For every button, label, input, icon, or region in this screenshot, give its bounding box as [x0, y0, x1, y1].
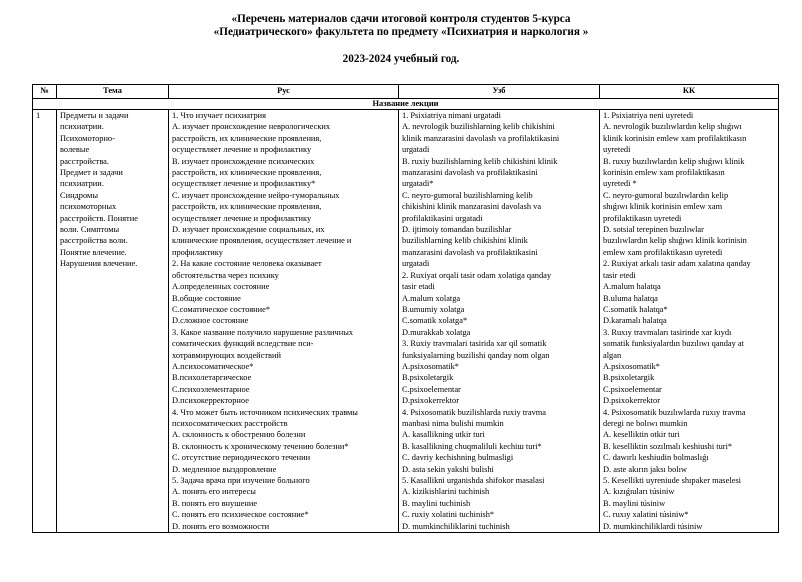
cell-line: C. ruxiy xolatini tuchinish* — [402, 510, 495, 520]
cell-line: funksiyalarning buzilishi qanday nom olgan — [402, 350, 550, 360]
cell-line: A. kesellіktin otkir turi — [603, 430, 680, 440]
cell-line: 4. Psixosomatik buzılıwlarda ruxıy travma — [603, 407, 746, 417]
section-title: Название лекции — [33, 98, 779, 110]
cell-line: D. медленное выздоровление — [172, 464, 277, 474]
cell-line: осуществляет лечение и профилактику — [172, 145, 312, 155]
cell-line: расстройства воли. — [60, 236, 128, 246]
cell-line: C.somatik halatqa* — [603, 304, 668, 314]
cell-line: клинические проявления, осуществляет лечение и — [172, 236, 352, 246]
cell-line: А. склонность к обострению болезни — [172, 430, 306, 440]
cell-line: психомоторных — [60, 202, 117, 212]
cell-line: В. понять его внушение — [172, 498, 258, 508]
column-header-topic: Тема — [57, 85, 169, 99]
cell-line: В. изучает происхождение психических — [172, 156, 315, 166]
cell-line: A. kızıǵıuları túsiniw — [603, 487, 675, 497]
cell-line: D. понять его возможности — [172, 521, 270, 531]
cell-line: Синдромы — [60, 190, 98, 200]
column-header-russian: Рус — [169, 85, 399, 99]
cell-line: 2. Ruxiyat arkalı tasir adam xalatına qanday — [603, 259, 751, 269]
cell-line: осуществляет лечение и профилактику — [172, 213, 312, 223]
cell-line: manzarasini davolash va profilaktikasini — [402, 247, 538, 257]
cell-line: klinik manzarasini davolash va profilaktikasini — [402, 133, 560, 143]
cell-line: 1. Psixiatriya neni uyretedi — [603, 111, 694, 120]
cell-line: расстройств, их клинические проявления, — [172, 133, 322, 143]
cell-line: обстоятельства через психику — [172, 270, 279, 280]
cell-line: uyretedi — [603, 145, 631, 155]
cell-line: profilaktikasini urgatadi — [402, 213, 483, 223]
cell-line: klinik korinisin emlew xam profilaktikasın — [603, 133, 747, 143]
cell-line: психосоматических расстройств — [172, 418, 288, 428]
cell-line: C. dawırlı keshiudin bolmaslıǵı — [603, 453, 709, 463]
cell-line: B. maylini tuchinish — [402, 498, 471, 508]
cell-line: А.определенных состояние — [172, 282, 270, 292]
cell-line: 1. Psixiatriya nimani urgatadi — [402, 111, 501, 120]
cell-line: C. ruxıy xalatini túsiniw* — [603, 510, 689, 520]
cell-line: urgatadi — [402, 145, 430, 155]
cell-line: Предметы и задачи — [60, 111, 129, 120]
cell-line: somatik funksiyalardın buzılıwı qanday at — [603, 339, 744, 349]
cell-line: chikishini klinik manzarasini davolash va — [402, 202, 542, 212]
cell-line: А.психосоматическое* — [172, 361, 254, 371]
karakalpak-questions-cell — [600, 110, 779, 533]
cell-line: В.психолетаргическое — [172, 373, 252, 383]
uzbek-questions-cell — [399, 110, 600, 533]
cell-line: 3. Ruxiy travmalari tasirida xar qil somatik — [402, 339, 547, 349]
cell-line: D.karamalı halatqa — [603, 316, 667, 326]
cell-line: 4. Psixosomatik buzilishlarda ruxiy travma — [402, 407, 546, 417]
cell-line: D. mumkinchiliklardi túsiniw — [603, 521, 703, 531]
cell-line: D. sotsial terepinen buzılıwlar — [603, 225, 704, 235]
cell-line: Психомоторно- — [60, 133, 115, 143]
cell-line: shıǵıwı klinik korinisin emlew xam — [603, 202, 723, 212]
cell-line: 1. Что изучает психиатрия — [172, 111, 266, 120]
cell-line: C.psixoelementar — [402, 384, 461, 394]
cell-line: С.соматическое состояние* — [172, 304, 271, 314]
cell-line: C. davriy kechishning bulmasligi — [402, 453, 514, 463]
cell-line: B. ruxıy buzılıwlardın kelip shıǵıwı klinik — [603, 156, 745, 166]
cell-line: tasir etedi — [603, 270, 636, 280]
cell-line: C. neyro-gumoral buzilishlarning kelib — [402, 190, 533, 200]
header-line-1: «Перечень материалов сдачи итоговой контроля студентов 5-курса — [231, 13, 571, 25]
cell-line: urgatadi* — [402, 179, 434, 189]
cell-line: психиатрии. — [60, 179, 104, 189]
cell-line: A. nevrologik buzilishlarning kelib chikishini — [402, 122, 555, 132]
cell-line: D. ijtimoiy tomandan buzilishlar — [402, 225, 512, 235]
cell-line: buzilishlarning kelib chikishini klinik — [402, 236, 528, 246]
column-header-number: № — [33, 85, 57, 99]
academic-year: 2023-2024 учебный год. — [342, 53, 460, 65]
cell-line: 2. На какие состояние человека оказывает — [172, 259, 322, 269]
cell-line: профилактику — [172, 247, 223, 257]
cell-line: психиатрии. — [60, 122, 104, 132]
topic-cell — [57, 110, 169, 533]
cell-line: tasir etadi — [402, 282, 435, 292]
cell-line: C.somatik xolatga* — [402, 316, 468, 326]
cell-line: В.общие состояние — [172, 293, 241, 303]
cell-line: manzarasini davolash va profilaktikasini — [402, 168, 538, 178]
cell-line: urgatadi — [402, 259, 430, 269]
cell-line: D. изучает происхождение социальных, их — [172, 225, 325, 235]
cell-line: D. aste akırın jaksı bolıw — [603, 464, 687, 474]
cell-line: B. kasallikning chuqmaliluli kechiш turi* — [402, 441, 542, 451]
cell-line: D.psixokerrektor — [603, 396, 660, 406]
materials-table — [32, 84, 779, 533]
cell-line: 3. Какое название получило нарушение различных — [172, 327, 354, 337]
cell-line: uyretedi * — [603, 179, 637, 189]
cell-line: C. neyro-gumoral buzılıwlardın kelip — [603, 190, 729, 200]
document-header — [0, 13, 802, 66]
cell-line: 4. Что может быть источником психических травмы — [172, 407, 358, 417]
cell-line: C.psixoelementar — [603, 384, 662, 394]
cell-line: korinisin emlew xam profilaktikasın — [603, 168, 725, 178]
cell-line: B. ruxiy buzilishlarning kelib chikishini klinik — [402, 156, 558, 166]
cell-line: Предмет и задачи — [60, 168, 123, 178]
cell-line: B.psixoletargik — [402, 373, 454, 383]
russian-questions-cell — [169, 110, 399, 533]
cell-line: воли. Симптомы — [60, 225, 120, 235]
row-number: 1 — [33, 110, 57, 533]
cell-line: A.psixosomatik* — [603, 361, 660, 371]
header-line-2: «Педиатрического» факультета по предмету «Психиатрия и наркология » — [213, 26, 589, 38]
cell-line: B. kesellіktin sozılmalı keshiushi turi* — [603, 441, 733, 451]
cell-line: осуществляет лечение и профилактику* — [172, 179, 316, 189]
cell-line: D. asta sekin yakshi bulishi — [402, 464, 494, 474]
cell-line: волевые — [60, 145, 90, 155]
cell-line: С. отсутствие периодического течении — [172, 453, 311, 463]
cell-line: С. понять его психическое состояние* — [172, 510, 309, 520]
cell-line: В. склонность к хроническому течению болезни* — [172, 441, 349, 451]
cell-line: D.психокерректорное — [172, 396, 249, 406]
cell-line: хотравмирующих воздействий — [172, 350, 281, 360]
cell-line: Нарушения влечение. — [60, 259, 138, 269]
cell-line: profilaktikasın uyretedi — [603, 213, 682, 223]
cell-line: D. mumkinchiliklarini tuchinish — [402, 521, 510, 531]
cell-line: С. изучает происхождение нейро-гуморальных — [172, 190, 340, 200]
table-row — [33, 110, 779, 533]
cell-line: расстройств. Понятие — [60, 213, 138, 223]
cell-line: buzılıwlardın kelip shıǵıwı klinik korinisin — [603, 236, 747, 246]
cell-line: 5. Kasallikni urganishda shifokor masalasi — [402, 476, 545, 485]
cell-line: А. понять его интересы — [172, 487, 256, 497]
cell-line: A.psixosomatik* — [402, 361, 459, 371]
cell-line: B.psixoletargik — [603, 373, 655, 383]
cell-line: 3. Ruxıy travmaları tasirinde xar kıydı — [603, 327, 732, 337]
cell-line: расстройств, их клинические проявления, — [172, 202, 322, 212]
cell-line: emlew xam profilaktikasın uyretedi — [603, 247, 723, 257]
column-header-uzbek: Узб — [399, 85, 600, 99]
cell-line: С.психоэлементарное — [172, 384, 250, 394]
cell-line: соматических функций вследствие пси- — [172, 339, 314, 349]
table-header-row — [33, 85, 779, 99]
section-row — [33, 98, 779, 110]
cell-line: deregi ne bolıwı mumkin — [603, 418, 688, 428]
cell-line: А. изучает происхождение неврологических — [172, 122, 331, 132]
cell-line: расстройств, их клинические проявления, — [172, 168, 322, 178]
cell-line: D.psixokerrektor — [402, 396, 459, 406]
cell-line: algan — [603, 350, 622, 360]
cell-line: 2. Ruxiyat orqali tasir odam xolatiga qanday — [402, 270, 552, 280]
cell-line: D.сложное состояние — [172, 316, 249, 326]
cell-line: A. kizikishlarini tuchinish — [402, 487, 490, 497]
cell-line: D.murakkab xolatga — [402, 327, 471, 337]
cell-line: Понятие влечение. — [60, 247, 127, 257]
cell-line: B.umumiy xolatga — [402, 304, 465, 314]
cell-line: A. kasallikning utkir turi — [402, 430, 485, 440]
cell-line: A.malum xolatga — [402, 293, 461, 303]
cell-line: 5. Kesellikti uyreniude shıpaker maselesi — [603, 476, 741, 485]
column-header-karakalpak: КК — [600, 85, 779, 99]
cell-line: 5. Задача врача при изучение больного — [172, 476, 310, 485]
cell-line: A.malum halatqa — [603, 282, 661, 292]
cell-line: manbasi nima bulishi mumkin — [402, 418, 504, 428]
cell-line: B.uluma halatqa — [603, 293, 658, 303]
cell-line: B. maylini túsiniw — [603, 498, 666, 508]
cell-line: A. nevrologik buzılıwlardın kelip shıǵıwı — [603, 122, 742, 132]
cell-line: расстройства. — [60, 156, 109, 166]
